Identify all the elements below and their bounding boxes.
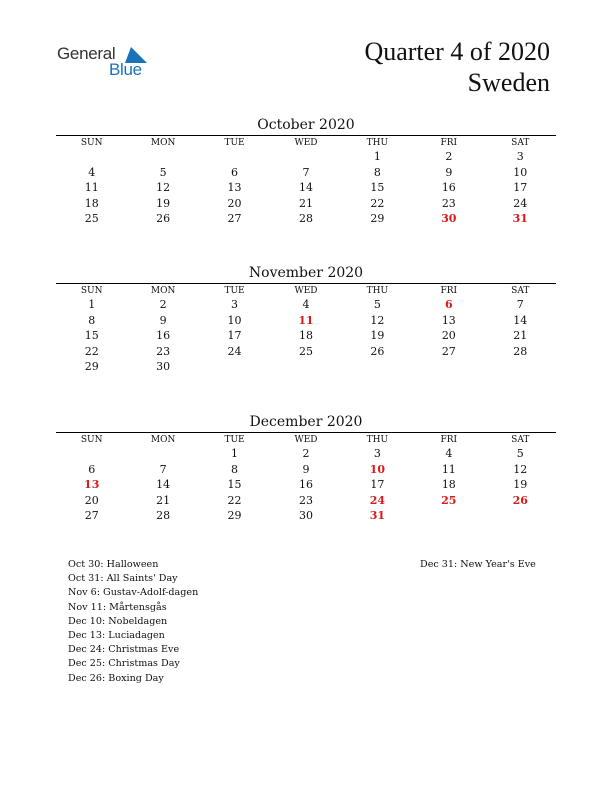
day-cell: 7: [159, 462, 167, 476]
empty-day-cell: [413, 508, 484, 524]
empty-day-cell: [127, 446, 198, 462]
day-cell: 10: [513, 165, 528, 179]
holiday-note: Dec 13: Luciadagen: [68, 630, 165, 642]
day-cell: 26: [512, 493, 528, 507]
day-cell: 28: [156, 509, 171, 523]
empty-day-cell: [127, 149, 198, 165]
weekday-label: WED: [294, 434, 318, 445]
weekday-header: [56, 433, 556, 446]
week-row: [56, 359, 556, 375]
calendar-grid: [56, 136, 556, 227]
weekday-label: FRI: [440, 434, 458, 445]
title-block: [364, 36, 550, 98]
day-cell: 12: [513, 462, 528, 476]
day-cell: 4: [88, 165, 96, 179]
day-cell: 8: [88, 313, 96, 327]
day-cell: 7: [516, 298, 524, 312]
week-row: [56, 211, 556, 227]
day-cell: 1: [231, 447, 239, 461]
day-cell: 23: [441, 196, 456, 210]
day-cell: 5: [373, 298, 381, 312]
day-cell: 1: [373, 150, 381, 164]
holiday-note: Dec 25: Christmas Day: [68, 658, 180, 670]
day-cell: 21: [156, 493, 171, 507]
weekday-label: SAT: [511, 434, 530, 445]
day-cell: 24: [513, 196, 528, 210]
calendar-body: [56, 297, 556, 375]
day-cell: 19: [156, 196, 171, 210]
day-cell: 8: [231, 462, 239, 476]
day-cell: 15: [370, 181, 385, 195]
day-cell: 19: [513, 478, 528, 492]
day-cell: 15: [84, 329, 99, 343]
day-cell: 14: [298, 181, 313, 195]
day-cell: 16: [156, 329, 171, 343]
weekday-label: MON: [150, 434, 176, 445]
weekday-header: [56, 284, 556, 297]
day-cell: 2: [445, 150, 453, 164]
weekday-label: MON: [150, 285, 176, 296]
holiday-notes-left: [68, 558, 198, 686]
day-cell: 24: [227, 344, 242, 358]
day-cell: 23: [298, 493, 313, 507]
day-cell: 28: [298, 212, 313, 226]
day-cell: 9: [445, 165, 453, 179]
day-cell: 11: [84, 181, 99, 195]
holiday-note: Nov 6: Gustav-Adolf-dagen: [68, 587, 199, 599]
day-cell: 2: [159, 298, 167, 312]
day-cell: 18: [441, 478, 456, 492]
day-cell: 18: [298, 329, 313, 343]
week-row: [56, 180, 556, 196]
day-cell: 14: [513, 313, 528, 327]
holiday-note: Nov 11: Mårtensgås: [68, 601, 167, 613]
weekday-label: THU: [366, 434, 389, 445]
empty-day-cell: [485, 508, 556, 524]
day-cell: 24: [369, 493, 386, 507]
day-cell: 16: [298, 478, 313, 492]
day-cell: 29: [84, 360, 99, 374]
weekday-label: SUN: [80, 434, 103, 445]
day-cell: 20: [84, 493, 99, 507]
day-cell: 30: [441, 212, 457, 226]
day-cell: 3: [516, 150, 524, 164]
empty-day-cell: [342, 359, 413, 375]
day-cell: 9: [159, 313, 167, 327]
logo: [57, 44, 167, 84]
day-cell: 27: [84, 509, 99, 523]
day-cell: 22: [227, 493, 242, 507]
weekday-label: THU: [366, 285, 389, 296]
empty-day-cell: [413, 359, 484, 375]
weekday-label: SUN: [80, 285, 103, 296]
weekday-label: SAT: [511, 137, 530, 148]
day-cell: 5: [516, 447, 524, 461]
day-cell: 7: [302, 165, 310, 179]
day-cell: 25: [441, 493, 457, 507]
day-cell: 15: [227, 478, 242, 492]
holiday-note: Oct 31: All Saints' Day: [68, 573, 178, 585]
empty-day-cell: [56, 446, 127, 462]
day-cell: 12: [156, 181, 171, 195]
week-row: [56, 297, 556, 313]
day-cell: 29: [370, 212, 385, 226]
day-cell: 2: [302, 447, 310, 461]
day-cell: 27: [441, 344, 456, 358]
week-row: [56, 477, 556, 493]
day-cell: 1: [88, 298, 96, 312]
day-cell: 4: [302, 298, 310, 312]
day-cell: 13: [441, 313, 456, 327]
weekday-label: TUE: [224, 434, 245, 445]
week-row: [56, 462, 556, 478]
month-november: [56, 263, 556, 375]
month-october: [56, 115, 556, 227]
week-row: [56, 313, 556, 329]
day-cell: 4: [445, 447, 453, 461]
day-cell: 12: [370, 313, 385, 327]
day-cell: 26: [156, 212, 171, 226]
day-cell: 6: [231, 165, 239, 179]
week-row: [56, 149, 556, 165]
week-row: [56, 446, 556, 462]
day-cell: 29: [227, 509, 242, 523]
month-december: [56, 412, 556, 524]
day-cell: 21: [513, 329, 528, 343]
day-cell: 9: [302, 462, 310, 476]
day-cell: 22: [84, 344, 99, 358]
day-cell: 13: [227, 181, 242, 195]
day-cell: 6: [88, 462, 96, 476]
empty-day-cell: [56, 149, 127, 165]
day-cell: 6: [444, 298, 453, 312]
quarter-title: Quarter 4 of 2020: [364, 37, 550, 66]
day-cell: 18: [84, 196, 99, 210]
logo-blue-text: Blue: [109, 60, 142, 79]
day-cell: 3: [373, 447, 381, 461]
weekday-label: WED: [294, 285, 318, 296]
weekday-label: SAT: [511, 285, 530, 296]
holiday-notes-right: [420, 558, 536, 572]
day-cell: 30: [298, 509, 313, 523]
day-cell: 25: [84, 212, 99, 226]
day-cell: 11: [441, 462, 456, 476]
day-cell: 20: [441, 329, 456, 343]
day-cell: 27: [227, 212, 242, 226]
empty-day-cell: [270, 359, 341, 375]
day-cell: 17: [227, 329, 242, 343]
holiday-note: Dec 26: Boxing Day: [68, 672, 164, 684]
day-cell: 30: [156, 360, 171, 374]
country-title: Sweden: [467, 68, 550, 97]
day-cell: 8: [373, 165, 381, 179]
day-cell: 10: [227, 313, 242, 327]
weekday-label: FRI: [440, 285, 458, 296]
week-row: [56, 493, 556, 509]
holiday-note: Dec 24: Christmas Eve: [68, 644, 180, 656]
calendar-body: [56, 446, 556, 524]
day-cell: 21: [298, 196, 313, 210]
day-cell: 17: [370, 478, 385, 492]
weekday-label: SUN: [80, 137, 103, 148]
calendar-grid: [56, 433, 556, 524]
day-cell: 31: [369, 509, 386, 523]
day-cell: 25: [298, 344, 313, 358]
week-row: [56, 196, 556, 212]
day-cell: 17: [513, 181, 528, 195]
month-title: November 2020: [248, 265, 364, 281]
empty-day-cell: [199, 149, 270, 165]
calendar-grid: [56, 284, 556, 375]
week-row: [56, 165, 556, 181]
day-cell: 11: [298, 313, 314, 327]
week-row: [56, 328, 556, 344]
day-cell: 3: [231, 298, 239, 312]
day-cell: 22: [370, 196, 385, 210]
empty-day-cell: [199, 359, 270, 375]
weekday-label: MON: [150, 137, 176, 148]
day-cell: 31: [512, 212, 528, 226]
calendar-body: [56, 149, 556, 227]
weekday-label: FRI: [440, 137, 458, 148]
day-cell: 13: [84, 478, 100, 492]
weekday-label: TUE: [224, 285, 245, 296]
day-cell: 19: [370, 329, 385, 343]
day-cell: 28: [513, 344, 528, 358]
weekday-label: THU: [366, 137, 389, 148]
month-title: December 2020: [249, 414, 363, 430]
day-cell: 20: [227, 196, 242, 210]
day-cell: 26: [370, 344, 385, 358]
holiday-note: Oct 30: Halloween: [68, 559, 159, 570]
logo-general-text: General: [57, 44, 116, 63]
month-title: October 2020: [257, 117, 355, 133]
day-cell: 10: [369, 462, 386, 476]
weekday-label: TUE: [224, 137, 245, 148]
week-row: [56, 508, 556, 524]
day-cell: 5: [159, 165, 167, 179]
day-cell: 23: [156, 344, 171, 358]
weekday-header: [56, 136, 556, 149]
holiday-note: Dec 31: New Year's Eve: [420, 559, 536, 570]
day-cell: 14: [156, 478, 171, 492]
empty-day-cell: [485, 359, 556, 375]
holiday-note: Dec 10: Nobeldagen: [68, 615, 168, 627]
week-row: [56, 344, 556, 360]
empty-day-cell: [270, 149, 341, 165]
weekday-label: WED: [294, 137, 318, 148]
day-cell: 16: [441, 181, 456, 195]
